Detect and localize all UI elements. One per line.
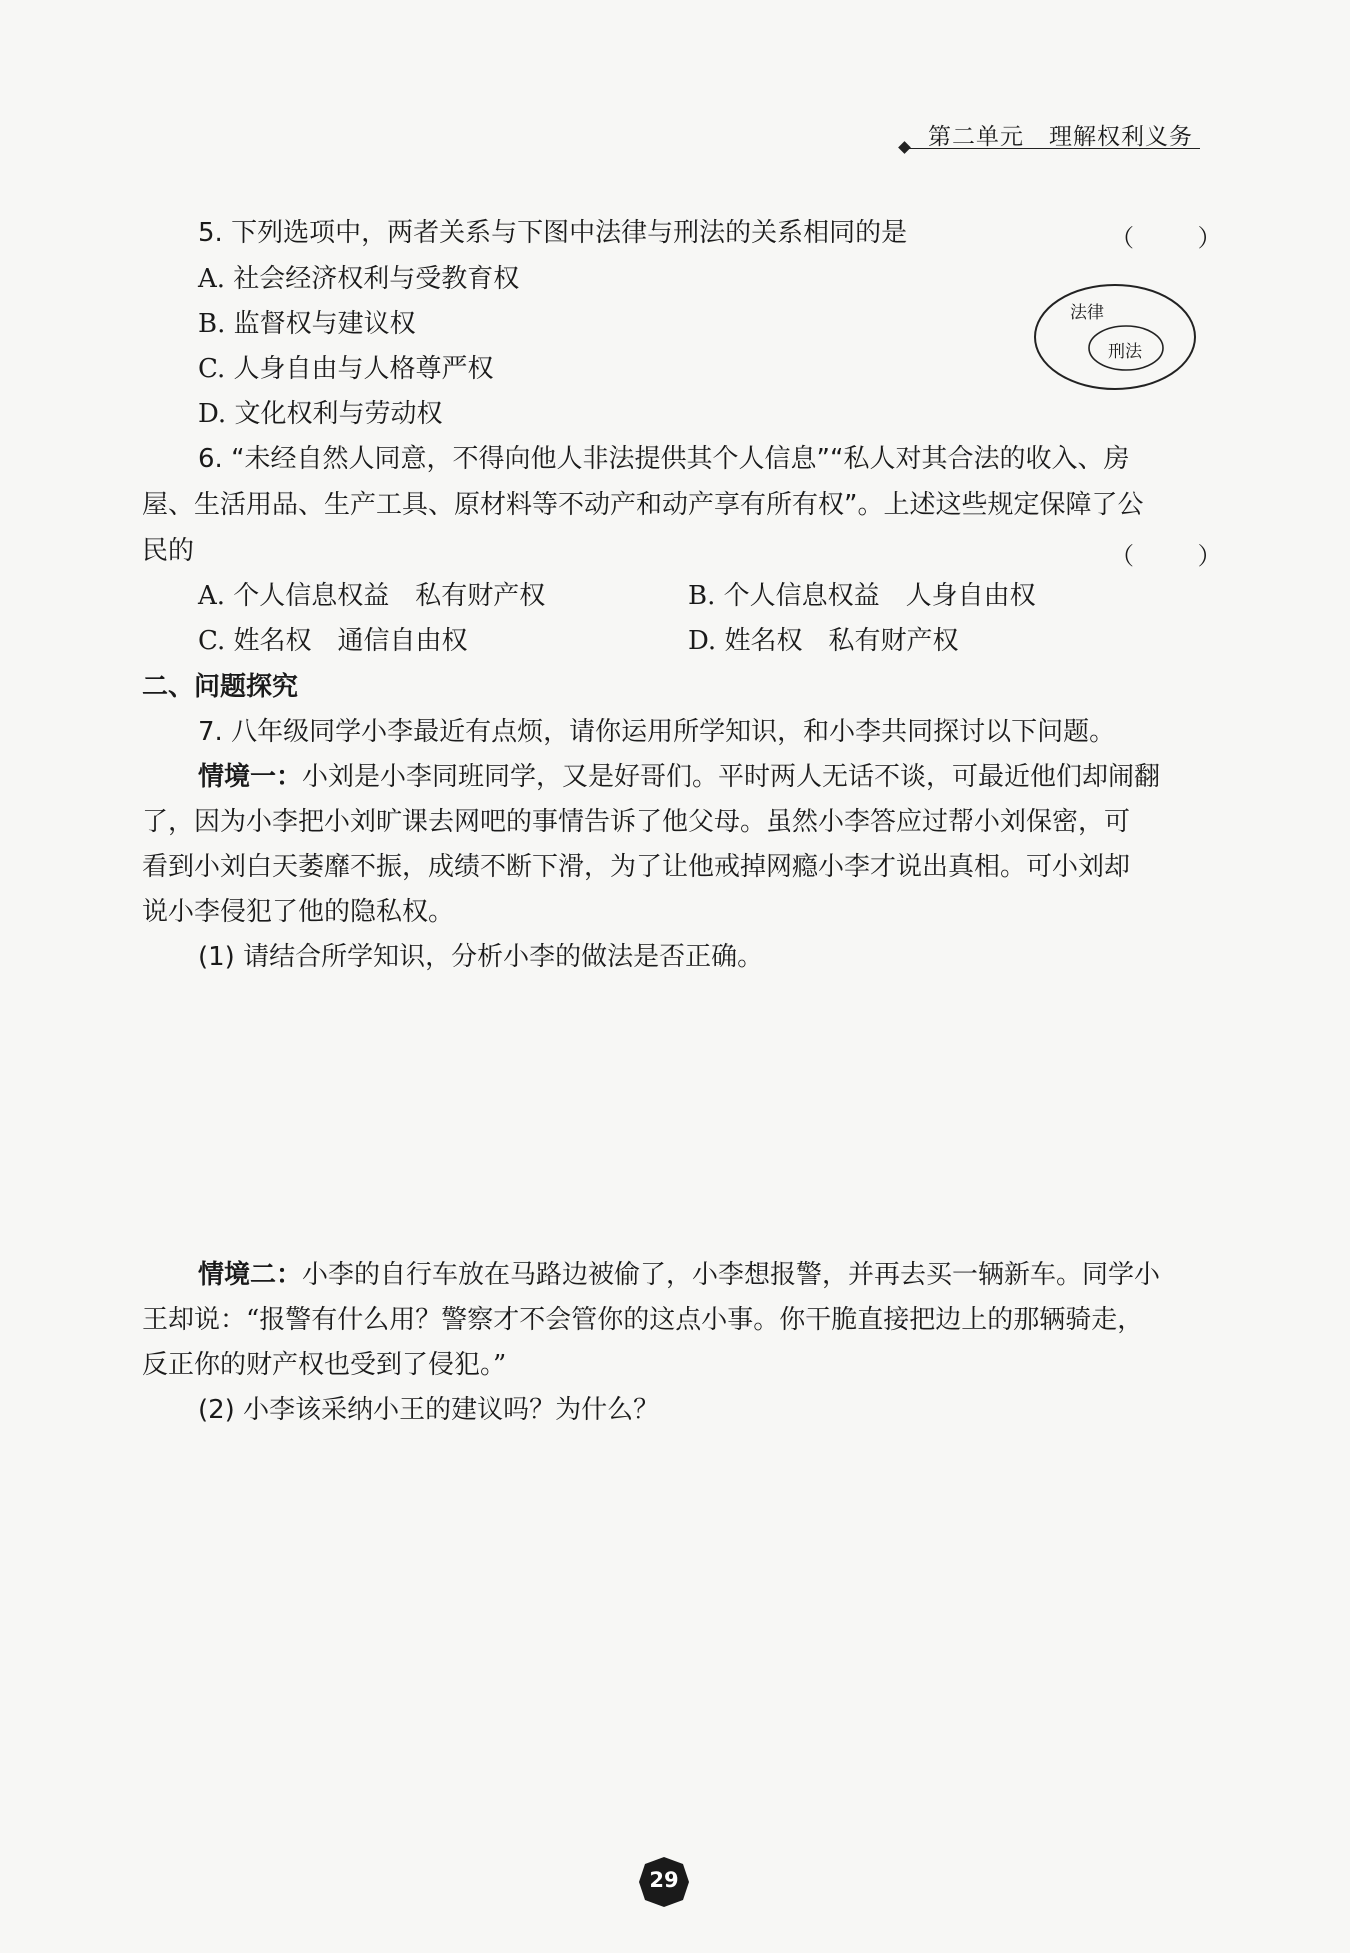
q5-option-d: D. 文化权利与劳动权 (198, 399, 443, 429)
q6-option-b: B. 个人信息权益 人身自由权 (688, 581, 1036, 611)
q5-option-c: C. 人身自由与人格尊严权 (198, 354, 494, 384)
q6-answer-paren[interactable]: （ ） (1110, 542, 1250, 570)
q5-stem: 5. 下列选项中，两者关系与下图中法律与刑法的关系相同的是 (198, 218, 908, 248)
scene2-question: (2) 小李该采纳小王的建议吗？为什么？ (198, 1395, 660, 1425)
unit-title: 理解权利义务 (1048, 124, 1193, 150)
unit-label: 第二单元 (928, 124, 1024, 150)
diagram-label-law: 法律 (1070, 303, 1104, 323)
scene1-question: (1) 请结合所学知识，分析小李的做法是否正确。 (198, 942, 764, 972)
q5-answer-paren[interactable]: （ ） (1110, 224, 1250, 252)
q6-line-3: 民的 (142, 536, 195, 566)
scene1-line-1: 情境一：小刘是小李同班同学，又是好哥们。平时两人无话不谈，可最近他们却闹翻 (198, 762, 1161, 792)
scene1-line-3: 看到小刘白天萎靡不振，成绩不断下滑，为了让他戒掉网瘾小李才说出真相。可小刘却 (142, 852, 1131, 882)
running-header (900, 118, 1200, 158)
scene1-line-2: 了，因为小李把小刘旷课去网吧的事情告诉了他父母。虽然小李答应过帮小刘保密，可 (142, 807, 1131, 837)
page-number-badge (638, 1856, 690, 1908)
q5-option-b: B. 监督权与建议权 (198, 309, 416, 339)
section-heading: 二、问题探究 (142, 672, 299, 702)
scene2-label: 情境二： (198, 1260, 303, 1290)
q6-option-c: C. 姓名权 通信自由权 (198, 626, 468, 656)
scene2-line-3: 反正你的财产权也受到了侵犯。” (142, 1350, 507, 1380)
q7-stem: 7. 八年级同学小李最近有点烦，请你运用所学知识，和小李共同探讨以下问题。 (198, 717, 1116, 747)
scene2-line-2: 王却说：“报警有什么用？警察才不会管你的这点小事。你干脆直接把边上的那辆骑走， (142, 1305, 1144, 1335)
q6-line-2: 屋、生活用品、生产工具、原材料等不动产和动产享有所有权”。上述这些规定保障了公 (142, 490, 1144, 520)
scene2-line-1: 情境二：小李的自行车放在马路边被偷了，小李想报警，并再去买一辆新车。同学小 (198, 1260, 1161, 1290)
page-number: 29 (649, 1868, 679, 1892)
q6-line-1: 6. “未经自然人同意，不得向他人非法提供其个人信息”“私人对其合法的收入、房 (198, 444, 1130, 474)
q5-option-a: A. 社会经济权利与受教育权 (198, 264, 520, 294)
diagram-label-criminal-law: 刑法 (1108, 342, 1142, 362)
scene1-label: 情境一： (198, 762, 303, 792)
q6-option-d: D. 姓名权 私有财产权 (688, 626, 959, 656)
q6-option-a: A. 个人信息权益 私有财产权 (198, 581, 546, 611)
venn-diagram (1030, 280, 1200, 395)
scene1-line-4: 说小李侵犯了他的隐私权。 (142, 897, 455, 927)
